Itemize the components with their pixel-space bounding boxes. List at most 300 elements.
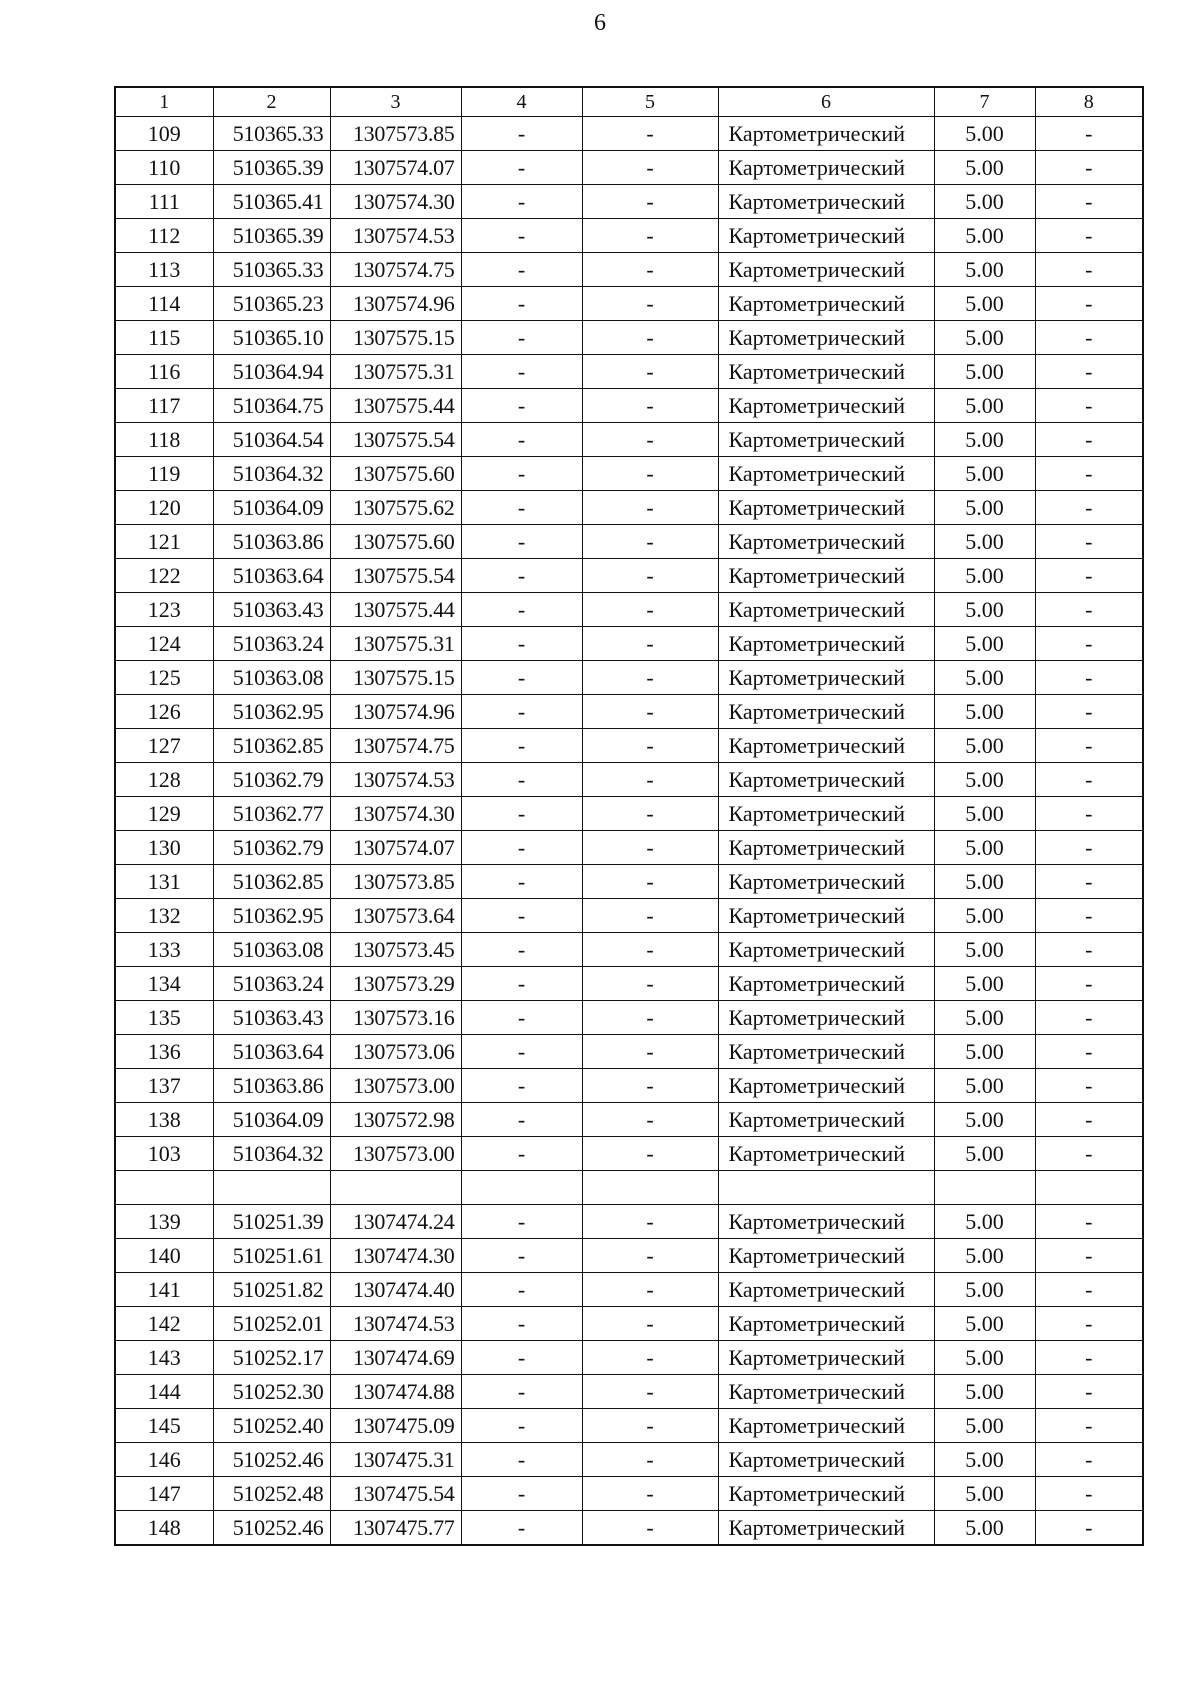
x-coordinate-cell: 510251.61	[213, 1239, 330, 1273]
accuracy-cell: 5.00	[934, 321, 1035, 355]
x-coordinate-cell: 510365.33	[213, 117, 330, 151]
col4-cell: -	[461, 627, 582, 661]
table-row	[115, 967, 1143, 1001]
col5-cell: -	[582, 287, 718, 321]
accuracy-cell: 5.00	[934, 559, 1035, 593]
accuracy-cell: 5.00	[934, 865, 1035, 899]
point-number-cell: 125	[115, 661, 213, 695]
accuracy-cell: 5.00	[934, 1239, 1035, 1273]
col8-cell: -	[1035, 457, 1143, 491]
method-cell: Картометрический	[718, 1103, 934, 1137]
method-cell: Картометрический	[718, 899, 934, 933]
table-row	[115, 627, 1143, 661]
x-coordinate-cell: 510252.01	[213, 1307, 330, 1341]
y-coordinate-cell: 1307575.62	[330, 491, 461, 525]
point-number-cell: 136	[115, 1035, 213, 1069]
method-cell: Картометрический	[718, 1001, 934, 1035]
x-coordinate-cell: 510362.79	[213, 831, 330, 865]
col4-cell: -	[461, 1511, 582, 1546]
point-number-cell: 103	[115, 1137, 213, 1171]
table-row	[115, 491, 1143, 525]
x-coordinate-cell: 510252.48	[213, 1477, 330, 1511]
table-row	[115, 1477, 1143, 1511]
col8-cell: -	[1035, 491, 1143, 525]
method-cell: Картометрический	[718, 967, 934, 1001]
method-cell: Картометрический	[718, 389, 934, 423]
point-number-cell: 126	[115, 695, 213, 729]
accuracy-cell: 5.00	[934, 1307, 1035, 1341]
point-number-cell: 143	[115, 1341, 213, 1375]
point-number-cell: 129	[115, 797, 213, 831]
accuracy-cell: 5.00	[934, 457, 1035, 491]
col5-cell	[582, 1171, 718, 1205]
method-cell: Картометрический	[718, 525, 934, 559]
col8-cell: -	[1035, 389, 1143, 423]
y-coordinate-cell: 1307573.16	[330, 1001, 461, 1035]
x-coordinate-cell: 510365.33	[213, 253, 330, 287]
col8-cell: -	[1035, 1239, 1143, 1273]
x-coordinate-cell: 510363.24	[213, 967, 330, 1001]
method-cell: Картометрический	[718, 1375, 934, 1409]
method-cell: Картометрический	[718, 1307, 934, 1341]
col4-cell: -	[461, 967, 582, 1001]
accuracy-cell: 5.00	[934, 1103, 1035, 1137]
accuracy-cell: 5.00	[934, 1035, 1035, 1069]
table-row	[115, 117, 1143, 151]
table-row	[115, 593, 1143, 627]
table-row	[115, 1375, 1143, 1409]
accuracy-cell: 5.00	[934, 1205, 1035, 1239]
col4-cell: -	[461, 1103, 582, 1137]
accuracy-cell: 5.00	[934, 253, 1035, 287]
point-number-cell: 127	[115, 729, 213, 763]
y-coordinate-cell: 1307573.45	[330, 933, 461, 967]
col5-cell: -	[582, 1069, 718, 1103]
header-cell: 8	[1035, 87, 1143, 117]
y-coordinate-cell: 1307475.54	[330, 1477, 461, 1511]
accuracy-cell: 5.00	[934, 627, 1035, 661]
y-coordinate-cell: 1307574.53	[330, 219, 461, 253]
col4-cell: -	[461, 1205, 582, 1239]
table-row	[115, 151, 1143, 185]
col8-cell: -	[1035, 1307, 1143, 1341]
y-coordinate-cell: 1307574.96	[330, 695, 461, 729]
y-coordinate-cell: 1307474.88	[330, 1375, 461, 1409]
accuracy-cell: 5.00	[934, 1273, 1035, 1307]
x-coordinate-cell: 510252.46	[213, 1511, 330, 1546]
x-coordinate-cell: 510252.46	[213, 1443, 330, 1477]
method-cell: Картометрический	[718, 1035, 934, 1069]
accuracy-cell: 5.00	[934, 933, 1035, 967]
table-row	[115, 695, 1143, 729]
y-coordinate-cell: 1307475.77	[330, 1511, 461, 1546]
col8-cell: -	[1035, 763, 1143, 797]
y-coordinate-cell: 1307474.24	[330, 1205, 461, 1239]
method-cell: Картометрический	[718, 1273, 934, 1307]
point-number-cell: 140	[115, 1239, 213, 1273]
x-coordinate-cell: 510251.82	[213, 1273, 330, 1307]
point-number-cell: 116	[115, 355, 213, 389]
table-row	[115, 1205, 1143, 1239]
method-cell: Картометрический	[718, 729, 934, 763]
accuracy-cell: 5.00	[934, 1443, 1035, 1477]
accuracy-cell: 5.00	[934, 389, 1035, 423]
x-coordinate-cell: 510364.54	[213, 423, 330, 457]
col4-cell: -	[461, 219, 582, 253]
y-coordinate-cell: 1307573.85	[330, 865, 461, 899]
method-cell: Картометрический	[718, 1409, 934, 1443]
y-coordinate-cell	[330, 1171, 461, 1205]
table-header-row	[115, 87, 1143, 117]
accuracy-cell: 5.00	[934, 1477, 1035, 1511]
point-number-cell	[115, 1171, 213, 1205]
point-number-cell: 132	[115, 899, 213, 933]
y-coordinate-cell: 1307573.85	[330, 117, 461, 151]
method-cell: Картометрический	[718, 1205, 934, 1239]
y-coordinate-cell: 1307573.06	[330, 1035, 461, 1069]
accuracy-cell: 5.00	[934, 1137, 1035, 1171]
col4-cell: -	[461, 1477, 582, 1511]
y-coordinate-cell: 1307575.15	[330, 321, 461, 355]
table-row	[115, 763, 1143, 797]
method-cell: Картометрический	[718, 287, 934, 321]
point-number-cell: 114	[115, 287, 213, 321]
col8-cell: -	[1035, 423, 1143, 457]
x-coordinate-cell: 510363.24	[213, 627, 330, 661]
table-row	[115, 389, 1143, 423]
col4-cell: -	[461, 865, 582, 899]
y-coordinate-cell: 1307573.29	[330, 967, 461, 1001]
col8-cell: -	[1035, 559, 1143, 593]
col5-cell: -	[582, 899, 718, 933]
method-cell: Картометрический	[718, 219, 934, 253]
table-row	[115, 355, 1143, 389]
col5-cell: -	[582, 253, 718, 287]
col5-cell: -	[582, 151, 718, 185]
accuracy-cell: 5.00	[934, 763, 1035, 797]
col5-cell: -	[582, 1409, 718, 1443]
accuracy-cell: 5.00	[934, 185, 1035, 219]
col5-cell: -	[582, 593, 718, 627]
col4-cell: -	[461, 695, 582, 729]
table-row	[115, 1443, 1143, 1477]
method-cell: Картометрический	[718, 117, 934, 151]
col4-cell: -	[461, 593, 582, 627]
col4-cell: -	[461, 1239, 582, 1273]
accuracy-cell: 5.00	[934, 219, 1035, 253]
col4-cell: -	[461, 1375, 582, 1409]
col8-cell: -	[1035, 355, 1143, 389]
x-coordinate-cell: 510365.39	[213, 151, 330, 185]
x-coordinate-cell: 510363.86	[213, 525, 330, 559]
x-coordinate-cell: 510364.32	[213, 457, 330, 491]
header-cell: 7	[934, 87, 1035, 117]
point-number-cell: 118	[115, 423, 213, 457]
col5-cell: -	[582, 525, 718, 559]
point-number-cell: 121	[115, 525, 213, 559]
y-coordinate-cell: 1307575.54	[330, 423, 461, 457]
table-row	[115, 661, 1143, 695]
accuracy-cell: 5.00	[934, 797, 1035, 831]
col8-cell: -	[1035, 899, 1143, 933]
y-coordinate-cell: 1307475.09	[330, 1409, 461, 1443]
method-cell: Картометрический	[718, 1137, 934, 1171]
x-coordinate-cell: 510365.41	[213, 185, 330, 219]
page-number: 6	[594, 10, 606, 36]
y-coordinate-cell: 1307573.00	[330, 1137, 461, 1171]
col4-cell: -	[461, 321, 582, 355]
col4-cell: -	[461, 1137, 582, 1171]
col5-cell: -	[582, 1103, 718, 1137]
y-coordinate-cell: 1307573.64	[330, 899, 461, 933]
accuracy-cell: 5.00	[934, 1069, 1035, 1103]
point-number-cell: 139	[115, 1205, 213, 1239]
table-row	[115, 1341, 1143, 1375]
method-cell: Картометрический	[718, 253, 934, 287]
x-coordinate-cell: 510362.77	[213, 797, 330, 831]
point-number-cell: 113	[115, 253, 213, 287]
method-cell: Картометрический	[718, 1069, 934, 1103]
method-cell: Картометрический	[718, 865, 934, 899]
header-cell: 5	[582, 87, 718, 117]
col8-cell: -	[1035, 1273, 1143, 1307]
col5-cell: -	[582, 1477, 718, 1511]
accuracy-cell: 5.00	[934, 1001, 1035, 1035]
col8-cell: -	[1035, 1137, 1143, 1171]
table-row	[115, 865, 1143, 899]
point-number-cell: 142	[115, 1307, 213, 1341]
x-coordinate-cell: 510363.64	[213, 1035, 330, 1069]
table-row	[115, 1511, 1143, 1546]
accuracy-cell: 5.00	[934, 967, 1035, 1001]
method-cell	[718, 1171, 934, 1205]
accuracy-cell: 5.00	[934, 1409, 1035, 1443]
point-number-cell: 112	[115, 219, 213, 253]
table-row	[115, 457, 1143, 491]
x-coordinate-cell: 510363.43	[213, 1001, 330, 1035]
col4-cell: -	[461, 1035, 582, 1069]
col4-cell: -	[461, 559, 582, 593]
point-number-cell: 109	[115, 117, 213, 151]
col5-cell: -	[582, 1239, 718, 1273]
point-number-cell: 131	[115, 865, 213, 899]
col8-cell: -	[1035, 593, 1143, 627]
y-coordinate-cell: 1307574.96	[330, 287, 461, 321]
y-coordinate-cell: 1307574.75	[330, 253, 461, 287]
method-cell: Картометрический	[718, 423, 934, 457]
table-row	[115, 1409, 1143, 1443]
accuracy-cell: 5.00	[934, 525, 1035, 559]
col4-cell: -	[461, 423, 582, 457]
y-coordinate-cell: 1307575.60	[330, 457, 461, 491]
x-coordinate-cell	[213, 1171, 330, 1205]
col5-cell: -	[582, 219, 718, 253]
table-row	[115, 219, 1143, 253]
col4-cell: -	[461, 355, 582, 389]
col5-cell: -	[582, 1341, 718, 1375]
table-row	[115, 899, 1143, 933]
point-number-cell: 117	[115, 389, 213, 423]
table-row	[115, 1239, 1143, 1273]
col5-cell: -	[582, 355, 718, 389]
table-row	[115, 287, 1143, 321]
point-number-cell: 134	[115, 967, 213, 1001]
col8-cell: -	[1035, 797, 1143, 831]
col5-cell: -	[582, 661, 718, 695]
point-number-cell: 133	[115, 933, 213, 967]
method-cell: Картометрический	[718, 1511, 934, 1546]
point-number-cell: 115	[115, 321, 213, 355]
header-cell: 4	[461, 87, 582, 117]
col5-cell: -	[582, 1307, 718, 1341]
col4-cell: -	[461, 457, 582, 491]
col5-cell: -	[582, 185, 718, 219]
col5-cell: -	[582, 1035, 718, 1069]
point-number-cell: 148	[115, 1511, 213, 1546]
table-row	[115, 423, 1143, 457]
table-row	[115, 1035, 1143, 1069]
x-coordinate-cell: 510362.95	[213, 899, 330, 933]
method-cell: Картометрический	[718, 1477, 934, 1511]
col5-cell: -	[582, 695, 718, 729]
table-row	[115, 933, 1143, 967]
table-row	[115, 1001, 1143, 1035]
table-row	[115, 185, 1143, 219]
col8-cell: -	[1035, 1409, 1143, 1443]
table-row	[115, 559, 1143, 593]
table-row	[115, 797, 1143, 831]
col4-cell: -	[461, 1069, 582, 1103]
col5-cell: -	[582, 457, 718, 491]
col8-cell: -	[1035, 117, 1143, 151]
method-cell: Картометрический	[718, 1239, 934, 1273]
table-row	[115, 1171, 1143, 1205]
col4-cell: -	[461, 1273, 582, 1307]
table-row	[115, 253, 1143, 287]
x-coordinate-cell: 510365.10	[213, 321, 330, 355]
accuracy-cell: 5.00	[934, 491, 1035, 525]
method-cell: Картометрический	[718, 831, 934, 865]
method-cell: Картометрический	[718, 627, 934, 661]
col5-cell: -	[582, 321, 718, 355]
col8-cell: -	[1035, 627, 1143, 661]
col8-cell: -	[1035, 1477, 1143, 1511]
col5-cell: -	[582, 865, 718, 899]
table-row	[115, 1137, 1143, 1171]
accuracy-cell: 5.00	[934, 661, 1035, 695]
method-cell: Картометрический	[718, 797, 934, 831]
col5-cell: -	[582, 559, 718, 593]
x-coordinate-cell: 510365.23	[213, 287, 330, 321]
x-coordinate-cell: 510363.08	[213, 933, 330, 967]
accuracy-cell: 5.00	[934, 899, 1035, 933]
col5-cell: -	[582, 831, 718, 865]
table-row	[115, 1069, 1143, 1103]
y-coordinate-cell: 1307574.30	[330, 185, 461, 219]
y-coordinate-cell: 1307572.98	[330, 1103, 461, 1137]
col8-cell: -	[1035, 253, 1143, 287]
col5-cell: -	[582, 763, 718, 797]
col4-cell: -	[461, 763, 582, 797]
point-number-cell: 137	[115, 1069, 213, 1103]
y-coordinate-cell: 1307574.75	[330, 729, 461, 763]
method-cell: Картометрический	[718, 1443, 934, 1477]
header-cell: 2	[213, 87, 330, 117]
col5-cell: -	[582, 389, 718, 423]
y-coordinate-cell: 1307474.69	[330, 1341, 461, 1375]
point-number-cell: 111	[115, 185, 213, 219]
coordinates-table	[114, 86, 1144, 1546]
col8-cell: -	[1035, 321, 1143, 355]
y-coordinate-cell: 1307475.31	[330, 1443, 461, 1477]
accuracy-cell: 5.00	[934, 729, 1035, 763]
x-coordinate-cell: 510362.79	[213, 763, 330, 797]
col8-cell: -	[1035, 933, 1143, 967]
col4-cell: -	[461, 899, 582, 933]
x-coordinate-cell: 510363.43	[213, 593, 330, 627]
col8-cell: -	[1035, 1001, 1143, 1035]
col4-cell: -	[461, 117, 582, 151]
col5-cell: -	[582, 423, 718, 457]
accuracy-cell: 5.00	[934, 695, 1035, 729]
accuracy-cell	[934, 1171, 1035, 1205]
point-number-cell: 123	[115, 593, 213, 627]
col8-cell: -	[1035, 219, 1143, 253]
col5-cell: -	[582, 1443, 718, 1477]
point-number-cell: 146	[115, 1443, 213, 1477]
point-number-cell: 135	[115, 1001, 213, 1035]
col8-cell: -	[1035, 1205, 1143, 1239]
point-number-cell: 138	[115, 1103, 213, 1137]
method-cell: Картометрический	[718, 151, 934, 185]
accuracy-cell: 5.00	[934, 1341, 1035, 1375]
x-coordinate-cell: 510362.85	[213, 865, 330, 899]
col8-cell: -	[1035, 1375, 1143, 1409]
col8-cell: -	[1035, 1341, 1143, 1375]
header-cell: 3	[330, 87, 461, 117]
y-coordinate-cell: 1307574.30	[330, 797, 461, 831]
point-number-cell: 145	[115, 1409, 213, 1443]
col8-cell: -	[1035, 831, 1143, 865]
x-coordinate-cell: 510363.86	[213, 1069, 330, 1103]
col4-cell: -	[461, 253, 582, 287]
method-cell: Картометрический	[718, 491, 934, 525]
y-coordinate-cell: 1307574.07	[330, 831, 461, 865]
col8-cell: -	[1035, 1511, 1143, 1546]
x-coordinate-cell: 510364.32	[213, 1137, 330, 1171]
accuracy-cell: 5.00	[934, 423, 1035, 457]
method-cell: Картометрический	[718, 661, 934, 695]
x-coordinate-cell: 510364.09	[213, 491, 330, 525]
x-coordinate-cell: 510252.40	[213, 1409, 330, 1443]
x-coordinate-cell: 510251.39	[213, 1205, 330, 1239]
col8-cell: -	[1035, 1035, 1143, 1069]
y-coordinate-cell: 1307574.53	[330, 763, 461, 797]
y-coordinate-cell: 1307575.31	[330, 627, 461, 661]
col4-cell: -	[461, 1409, 582, 1443]
point-number-cell: 124	[115, 627, 213, 661]
col8-cell: -	[1035, 525, 1143, 559]
table-row	[115, 525, 1143, 559]
point-number-cell: 110	[115, 151, 213, 185]
point-number-cell: 120	[115, 491, 213, 525]
col5-cell: -	[582, 1511, 718, 1546]
col8-cell: -	[1035, 1103, 1143, 1137]
col4-cell: -	[461, 389, 582, 423]
accuracy-cell: 5.00	[934, 1511, 1035, 1546]
accuracy-cell: 5.00	[934, 151, 1035, 185]
method-cell: Картометрический	[718, 321, 934, 355]
